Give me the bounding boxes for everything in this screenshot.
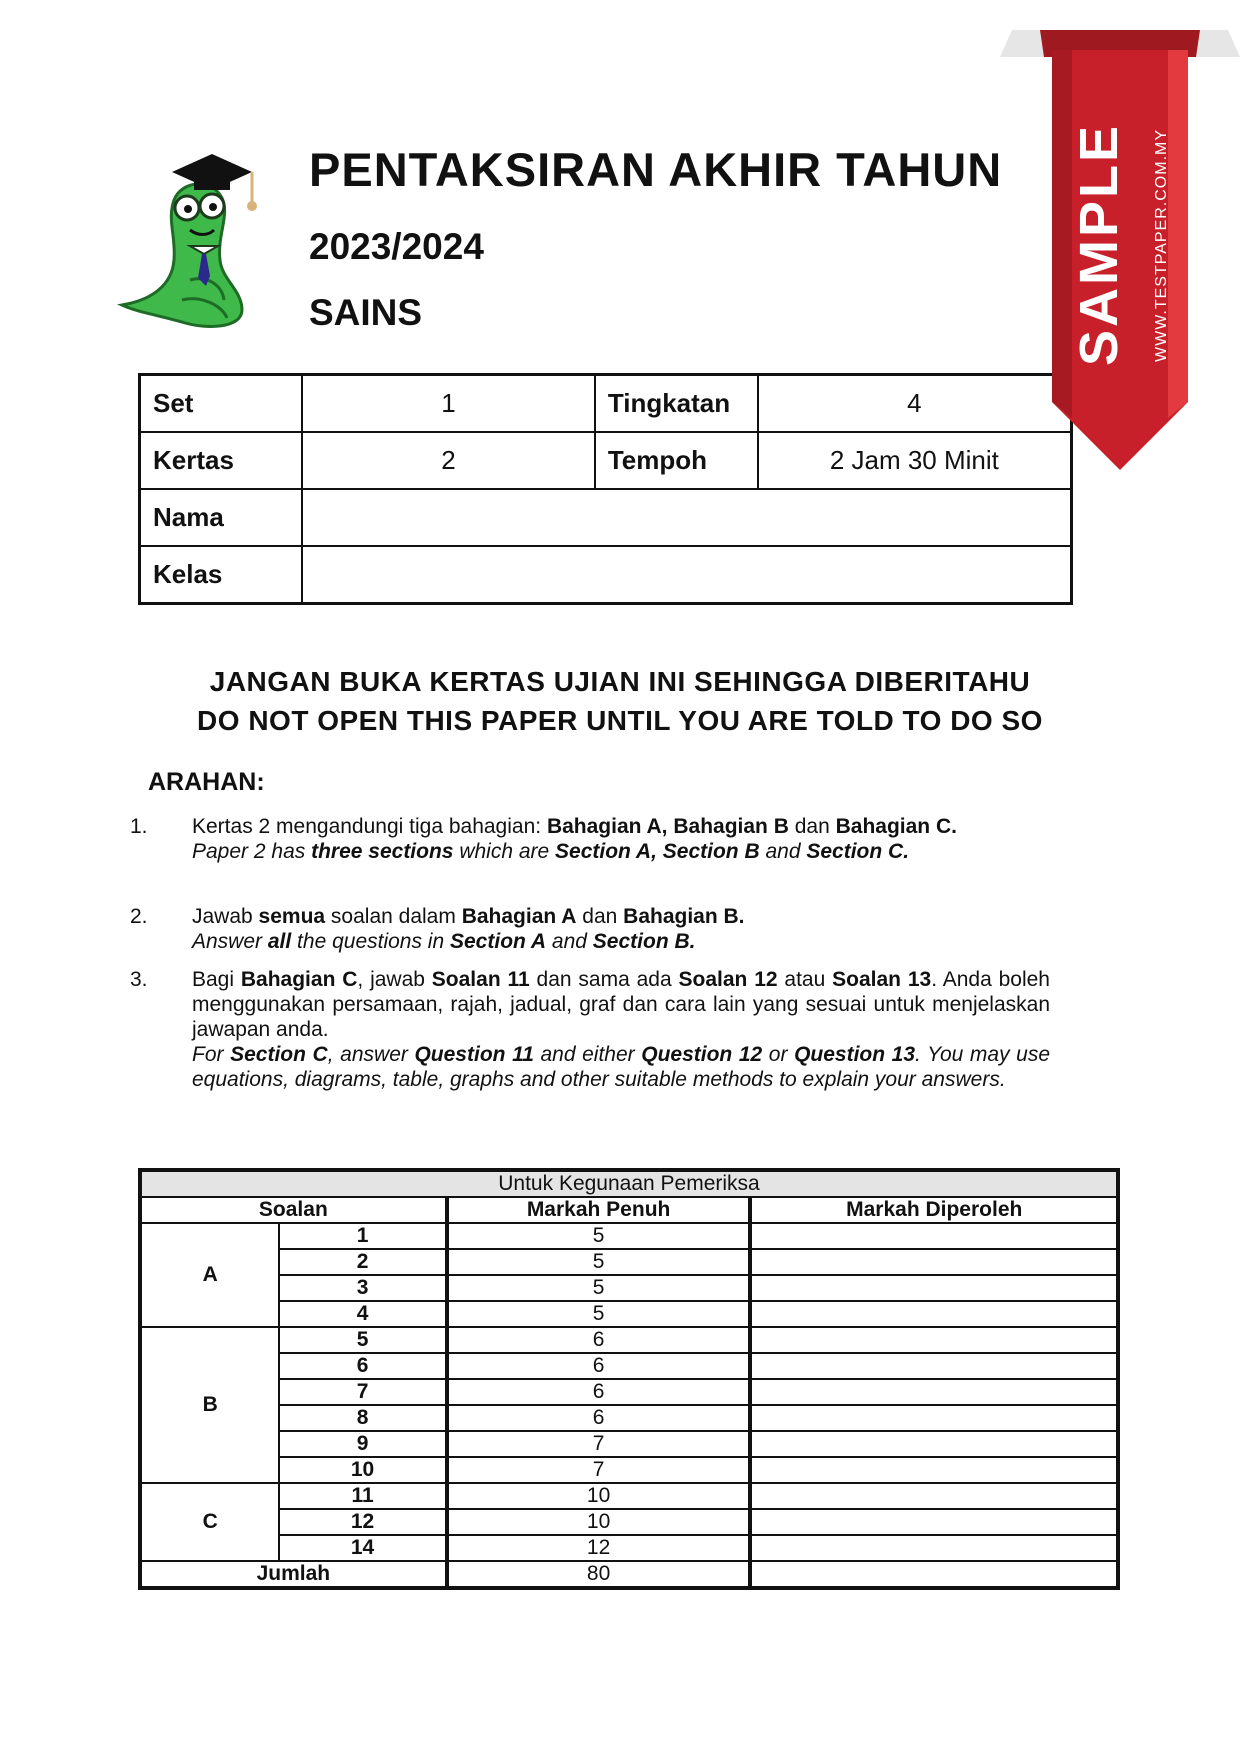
obtained-marks-cell[interactable] bbox=[750, 1457, 1118, 1483]
full-marks-cell: 6 bbox=[447, 1353, 751, 1379]
total-full-marks: 80 bbox=[447, 1561, 751, 1588]
tingkatan-value: 4 bbox=[758, 375, 1072, 433]
instruction-english: Paper 2 has three sections which are Section A, Section B and Section C. bbox=[192, 840, 910, 863]
marks-row bbox=[140, 1327, 1118, 1353]
total-obtained-marks[interactable] bbox=[750, 1561, 1118, 1588]
obtained-marks-cell[interactable] bbox=[750, 1509, 1118, 1535]
header-markah-penuh: Markah Penuh bbox=[447, 1197, 751, 1223]
exam-year: 2023/2024 bbox=[309, 226, 484, 267]
instruction-english: For Section C, answer Question 11 and either Question 12 or Question 13. You may use equations, diagrams, table, graphs and other suitable methods to explain your answers. bbox=[192, 1043, 1051, 1091]
instruction-2 bbox=[130, 904, 1050, 954]
info-row-kertas bbox=[140, 432, 1072, 489]
full-marks-cell: 7 bbox=[447, 1457, 751, 1483]
instruction-number: 3. bbox=[130, 968, 148, 991]
question-number: 7 bbox=[279, 1379, 446, 1405]
marks-caption-row bbox=[140, 1170, 1118, 1197]
bookworm-graduate-logo bbox=[112, 150, 282, 330]
full-marks-cell: 6 bbox=[447, 1405, 751, 1431]
kertas-value: 2 bbox=[302, 432, 595, 489]
full-marks-cell: 5 bbox=[447, 1275, 751, 1301]
marks-total-row bbox=[140, 1561, 1118, 1588]
obtained-marks-cell[interactable] bbox=[750, 1379, 1118, 1405]
full-marks-cell: 7 bbox=[447, 1431, 751, 1457]
full-marks-cell: 5 bbox=[447, 1223, 751, 1249]
marks-row bbox=[140, 1249, 1118, 1275]
instruction-number: 2. bbox=[130, 905, 148, 928]
header-soalan: Soalan bbox=[140, 1197, 447, 1223]
question-number: 11 bbox=[279, 1483, 446, 1509]
marks-row bbox=[140, 1535, 1118, 1561]
question-number: 5 bbox=[279, 1327, 446, 1353]
instructions-heading: ARAHAN: bbox=[148, 768, 265, 796]
full-marks-cell: 6 bbox=[447, 1379, 751, 1405]
marks-row bbox=[140, 1457, 1118, 1483]
question-number: 6 bbox=[279, 1353, 446, 1379]
obtained-marks-cell[interactable] bbox=[750, 1353, 1118, 1379]
examiner-marks-table bbox=[138, 1168, 1120, 1590]
marks-row bbox=[140, 1379, 1118, 1405]
section-label: A bbox=[140, 1223, 279, 1327]
obtained-marks-cell[interactable] bbox=[750, 1431, 1118, 1457]
question-number: 4 bbox=[279, 1301, 446, 1327]
info-row-kelas bbox=[140, 546, 1072, 604]
question-number: 9 bbox=[279, 1431, 446, 1457]
nama-field[interactable] bbox=[302, 489, 1071, 546]
full-marks-cell: 6 bbox=[447, 1327, 751, 1353]
tempoh-label: Tempoh bbox=[595, 432, 758, 489]
obtained-marks-cell[interactable] bbox=[750, 1405, 1118, 1431]
kelas-label: Kelas bbox=[140, 546, 303, 604]
question-number: 1 bbox=[279, 1223, 446, 1249]
marks-row bbox=[140, 1431, 1118, 1457]
question-number: 14 bbox=[279, 1535, 446, 1561]
full-marks-cell: 10 bbox=[447, 1483, 751, 1509]
instruction-number: 1. bbox=[130, 815, 148, 838]
question-number: 2 bbox=[279, 1249, 446, 1275]
marks-row bbox=[140, 1509, 1118, 1535]
marks-header-row bbox=[140, 1197, 1118, 1223]
instruction-malay: Jawab semua soalan dalam Bahagian A dan Bahagian B. bbox=[192, 905, 745, 928]
question-number: 10 bbox=[279, 1457, 446, 1483]
kelas-field[interactable] bbox=[302, 546, 1071, 604]
full-marks-cell: 5 bbox=[447, 1249, 751, 1275]
section-label: C bbox=[140, 1483, 279, 1561]
sample-watermark-text: SAMPLE bbox=[1069, 122, 1129, 366]
marks-row bbox=[140, 1301, 1118, 1327]
info-row-set bbox=[140, 375, 1072, 433]
marks-caption: Untuk Kegunaan Pemeriksa bbox=[140, 1170, 1118, 1197]
instruction-malay: Kertas 2 mengandungi tiga bahagian: Bahagian A, Bahagian B dan Bahagian C. bbox=[192, 815, 957, 838]
instruction-malay: Bagi Bahagian C, jawab Soalan 11 dan sama ada Soalan 12 atau Soalan 13. Anda boleh menggunakan persamaan, rajah, jadual, graf dan cara lain yang sesuai untuk menjelaskan jawapan anda. bbox=[192, 968, 1050, 1041]
question-number: 3 bbox=[279, 1275, 446, 1301]
watermark-url: WWW.TESTPAPER.COM.MY bbox=[1153, 128, 1170, 362]
obtained-marks-cell[interactable] bbox=[750, 1535, 1118, 1561]
section-label: B bbox=[140, 1327, 279, 1483]
obtained-marks-cell[interactable] bbox=[750, 1301, 1118, 1327]
marks-row bbox=[140, 1483, 1118, 1509]
marks-row bbox=[140, 1405, 1118, 1431]
obtained-marks-cell[interactable] bbox=[750, 1249, 1118, 1275]
full-marks-cell: 5 bbox=[447, 1301, 751, 1327]
warning-english: DO NOT OPEN THIS PAPER UNTIL YOU ARE TOLD TO DO SO bbox=[197, 705, 1043, 736]
info-row-nama bbox=[140, 489, 1072, 546]
tingkatan-label: Tingkatan bbox=[595, 375, 758, 433]
question-number: 12 bbox=[279, 1509, 446, 1535]
obtained-marks-cell[interactable] bbox=[750, 1483, 1118, 1509]
instruction-1 bbox=[130, 814, 1050, 864]
set-value: 1 bbox=[302, 375, 595, 433]
marks-row bbox=[140, 1353, 1118, 1379]
full-marks-cell: 10 bbox=[447, 1509, 751, 1535]
kertas-label: Kertas bbox=[140, 432, 303, 489]
instruction-english: Answer all the questions in Section A and Section B. bbox=[192, 930, 696, 953]
header-markah-diperoleh: Markah Diperoleh bbox=[750, 1197, 1118, 1223]
exam-title: PENTAKSIRAN AKHIR TAHUN bbox=[309, 143, 1003, 196]
marks-row bbox=[140, 1223, 1118, 1249]
instruction-3 bbox=[130, 967, 1050, 1092]
total-label: Jumlah bbox=[140, 1561, 447, 1588]
set-label: Set bbox=[140, 375, 303, 433]
nama-label: Nama bbox=[140, 489, 303, 546]
obtained-marks-cell[interactable] bbox=[750, 1275, 1118, 1301]
warning-malay: JANGAN BUKA KERTAS UJIAN INI SEHINGGA DIBERITAHU bbox=[209, 666, 1031, 697]
question-number: 8 bbox=[279, 1405, 446, 1431]
marks-row bbox=[140, 1275, 1118, 1301]
exam-subject: SAINS bbox=[309, 292, 423, 333]
exam-info-table bbox=[138, 373, 1073, 605]
obtained-marks-cell[interactable] bbox=[750, 1327, 1118, 1353]
full-marks-cell: 12 bbox=[447, 1535, 751, 1561]
obtained-marks-cell[interactable] bbox=[750, 1223, 1118, 1249]
tempoh-value: 2 Jam 30 Minit bbox=[758, 432, 1072, 489]
